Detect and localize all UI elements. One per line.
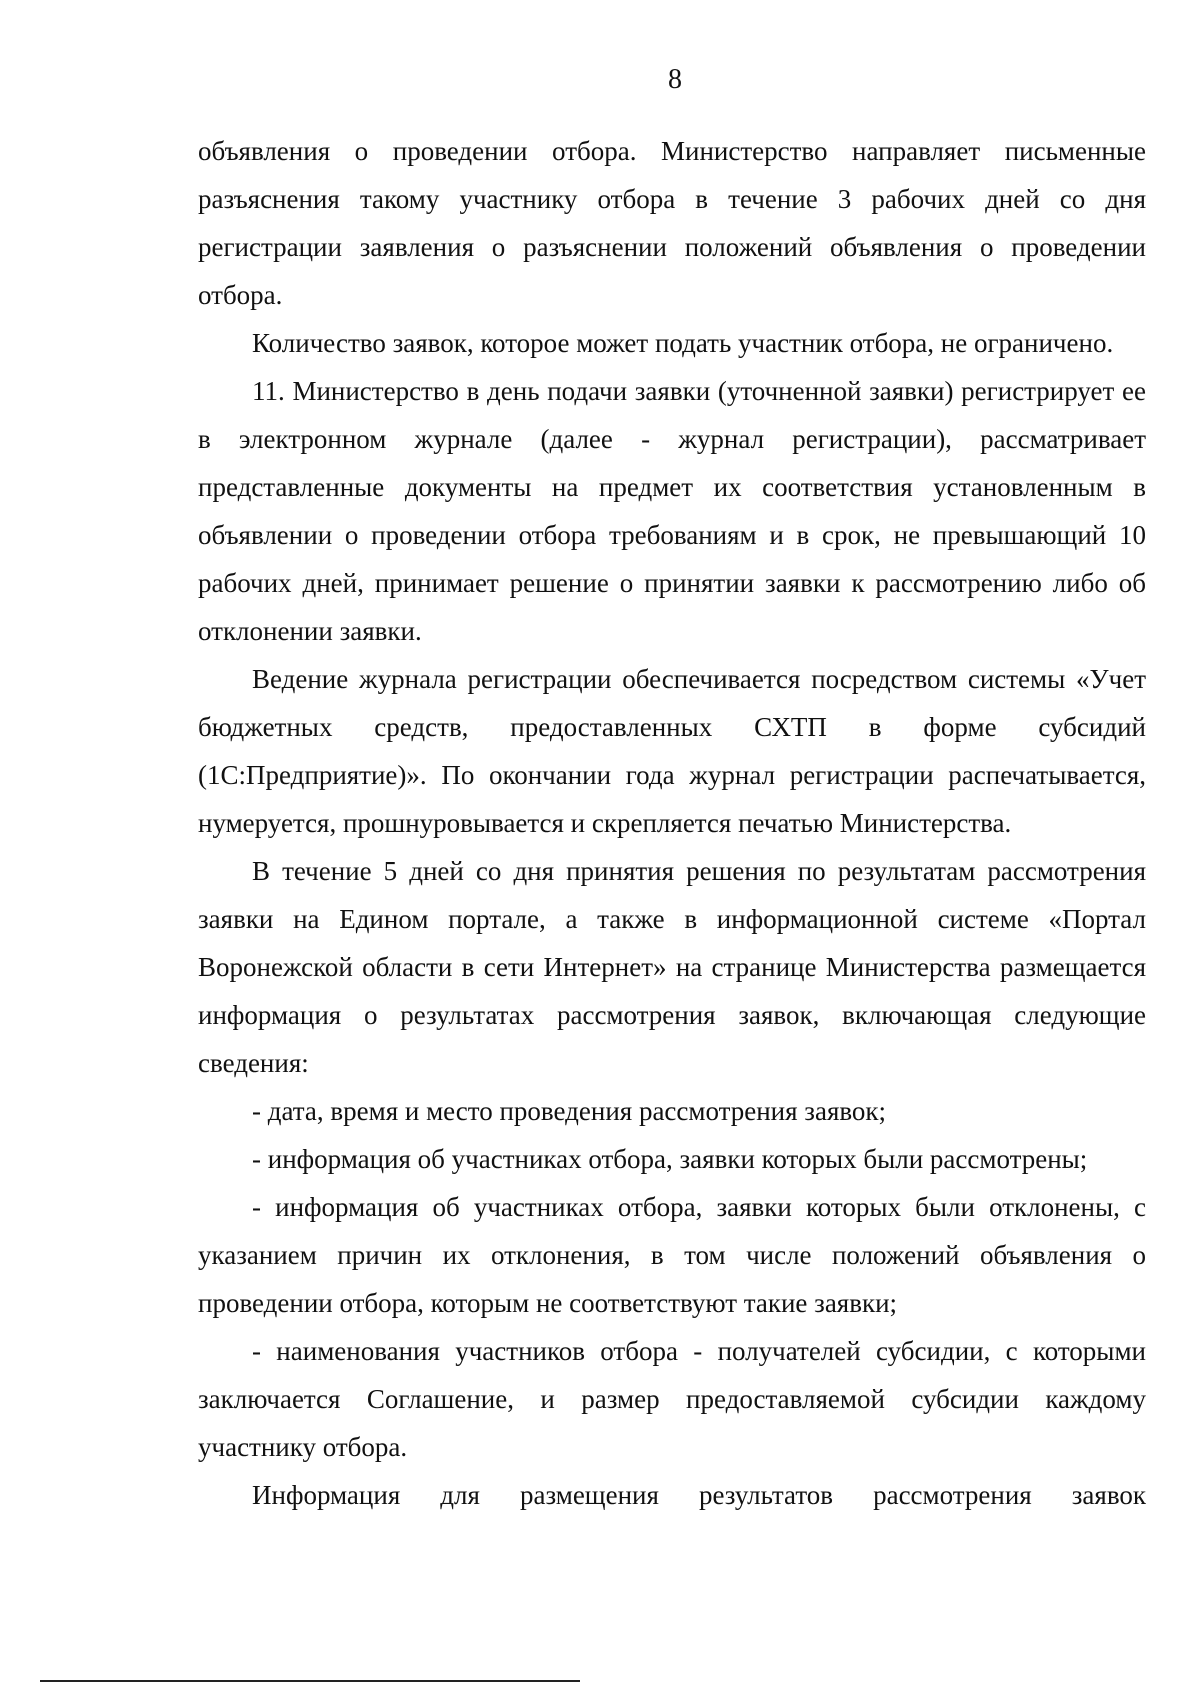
paragraph-results-publication: В течение 5 дней со дня принятия решения по результатам рассмотрения заявки на Едином портале, а также в информационной системе «Портал Воронежской области в сети Интернет» на странице Министерства размещается информация о результатах рассмотрения заявок, включающая следующие сведения: [198,856,1146,1078]
list-item-reviewed-participants: - информация об участниках отбора, заявки которых были рассмотрены; [252,1144,1088,1174]
document-body [198,127,1146,1519]
page-number: 8 [668,64,682,95]
paragraph-application-count: Количество заявок, которое может подать участник отбора, не ограничено. [252,328,1114,358]
list-item-date-time-place: - дата, время и место проведения рассмотрения заявок; [252,1096,887,1126]
list-item-rejected-participants: - информация об участниках отбора, заявки которых были отклонены, с указанием причин их отклонения, в том числе положений объявления о проведении отбора, которым не соответствуют такие заявки; [198,1192,1146,1318]
list-item-subsidy-recipients: - наименования участников отбора - получателей субсидии, с которыми заключается Соглашение, и размер предоставляемой субсидии каждому участнику отбора. [198,1336,1146,1462]
paragraph-continuation: объявления о проведении отбора. Министерство направляет письменные разъяснения такому участнику отбора в течение 3 рабочих дней со дня регистрации заявления о разъяснении положений объявления о проведении отбора. [198,136,1146,310]
paragraph-information-placement: Информация для размещения результатов рассмотрения заявок [252,1480,1146,1510]
footer-divider [40,1680,580,1682]
paragraph-section-11: 11. Министерство в день подачи заявки (уточненной заявки) регистрирует ее в электронном журнале (далее - журнал регистрации), рассматривает представленные документы на предмет их соответствия установленным в объявлении о проведении отбора требованиям и в срок, не превышающий 10 рабочих дней, принимает решение о принятии заявки к рассмотрению либо об отклонении заявки. [198,376,1146,646]
paragraph-registration-journal: Ведение журнала регистрации обеспечивается посредством системы «Учет бюджетных средств, предоставленных СХТП в форме субсидий (1С:Предприятие)». По окончании года журнал регистрации распечатывается, нумеруется, прошнуровывается и скрепляется печатью Министерства. [198,664,1146,838]
